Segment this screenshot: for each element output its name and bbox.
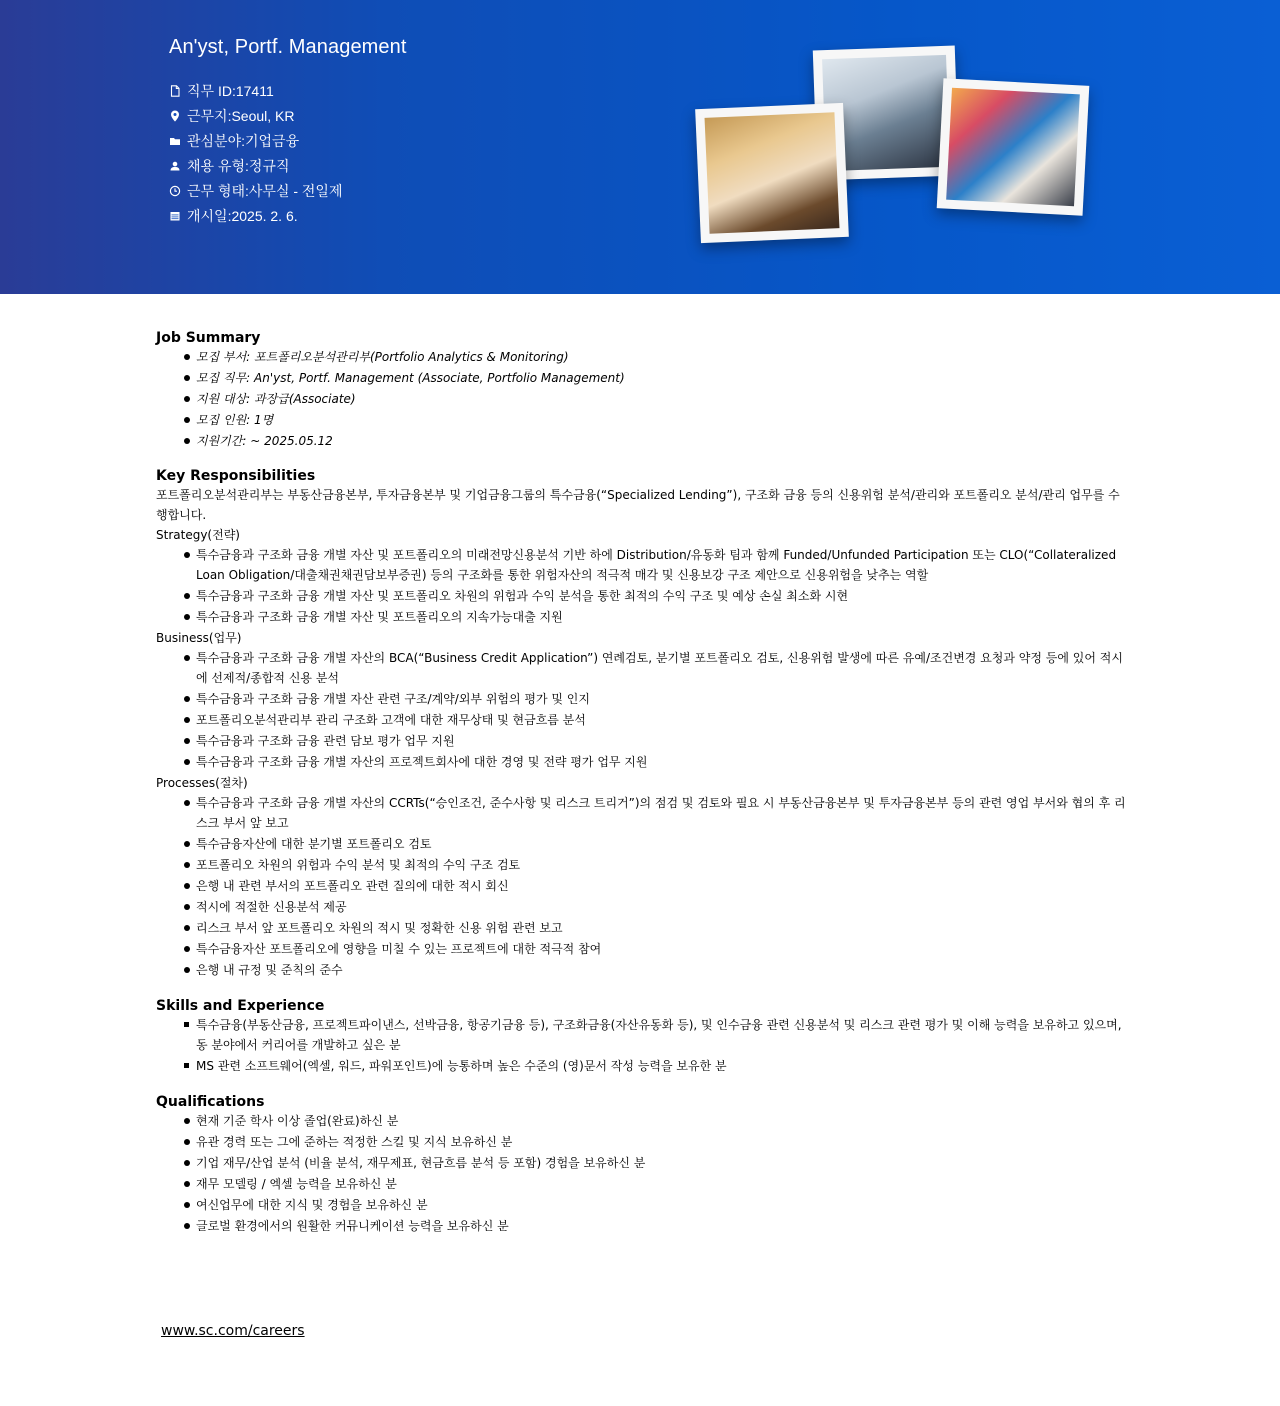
location-label: 근무지 : — [187, 106, 231, 126]
job-summary-section — [156, 330, 1126, 451]
section-heading: Job Summary — [156, 330, 261, 346]
field-row — [169, 128, 342, 153]
list-item: 리스크 부서 앞 포트폴리오 차원의 적시 및 정확한 신용 위험 관련 보고 — [156, 918, 1126, 938]
person-icon — [169, 160, 181, 172]
list-item: 특수금융과 구조화 금융 개별 자산 및 포트폴리오의 미래전망신용분석 기반 하에 Distribution/유동화 팀과 함께 Funded/Unfunded Participation 또는 CLO(“Collateralized Loan Obligation/대출채권채권담보부증권) 등의 구조화를 통한 위험자산의 적극적 매각 및 신용보강 구조 제안으로 신용위험을 낮추는 역할 — [156, 545, 1126, 585]
list-item: 은행 내 규정 및 준칙의 준수 — [156, 960, 1126, 980]
list-item: 모집 인원: 1명 — [156, 410, 1126, 430]
list-item: 적시에 적절한 신용분석 제공 — [156, 897, 1126, 917]
clock-icon — [169, 185, 181, 197]
work-type-row — [169, 178, 342, 203]
list-item: 현재 기준 학사 이상 졸업(완료)하신 분 — [156, 1111, 1126, 1131]
start-date-value: 2025. 2. 6. — [231, 207, 298, 224]
key-responsibilities-section — [156, 468, 1126, 980]
job-title: An'yst, Portf. Management — [169, 36, 407, 58]
folder-icon — [169, 135, 181, 147]
list-item: 포트폴리오 차원의 위험과 수익 분석 및 최적의 수익 구조 검토 — [156, 855, 1126, 875]
job-id-value: 17411 — [235, 82, 274, 99]
start-date-label: 개시일 : — [187, 206, 231, 226]
list-item: 특수금융자산에 대한 분기별 포트폴리오 검토 — [156, 834, 1126, 854]
woman-with-tablet-photo — [695, 103, 849, 243]
section-heading: Qualifications — [156, 1094, 265, 1110]
location-row — [169, 103, 342, 128]
document-icon — [169, 85, 181, 97]
calendar-icon — [169, 210, 181, 222]
qualifications-list — [156, 1111, 1126, 1236]
location-pin-icon — [169, 110, 181, 122]
list-item: 특수금융자산 포트폴리오에 영향을 미칠 수 있는 프로젝트에 대한 적극적 참여 — [156, 939, 1126, 959]
list-item: 지원기간: ~ 2025.05.12 — [156, 431, 1126, 451]
careers-link[interactable]: www.sc.com/careers — [161, 1323, 305, 1339]
section-heading: Skills and Experience — [156, 998, 325, 1014]
job-id-row — [169, 78, 342, 103]
start-date-row — [169, 203, 342, 228]
list-item: 특수금융과 구조화 금융 관련 담보 평가 업무 지원 — [156, 731, 1126, 751]
strategy-label: Strategy(전략) — [156, 528, 240, 542]
employment-type-row — [169, 153, 342, 178]
work-type-value: 사무실 - 전일제 — [248, 182, 343, 199]
strategy-list — [156, 545, 1126, 627]
list-item: 특수금융(부동산금융, 프로젝트파이낸스, 선박금융, 항공기금융 등), 구조화금융(자산유동화 등), 및 인수금융 관련 신용분석 및 리스크 관련 평가 및 이해 능력을 보유하고 있으며, 동 분야에서 커리어를 개발하고 싶은 분 — [156, 1015, 1126, 1055]
list-item: 특수금융과 구조화 금융 개별 자산의 BCA(“Business Credit Application”) 연례검토, 분기별 포트폴리오 검토, 신용위험 발생에 따른 유예/조건변경 요청과 약정 등에 있어 적시에 선제적/종합적 신용 분석 — [156, 648, 1126, 688]
location-value: Seoul, KR — [231, 107, 295, 124]
section-heading: Key Responsibilities — [156, 468, 316, 484]
list-item: 여신업무에 대한 지식 및 경험을 보유하신 분 — [156, 1195, 1126, 1215]
job-meta-list — [169, 78, 342, 228]
list-item: 모집 직무: An'yst, Portf. Management (Associate, Portfolio Management) — [156, 368, 1126, 388]
skills-section — [156, 998, 1126, 1076]
job-summary-list — [156, 347, 1126, 451]
list-item: 특수금융과 구조화 금융 개별 자산 관련 구조/계약/외부 위험의 평가 및 인지 — [156, 689, 1126, 709]
processes-label: Processes(절차) — [156, 776, 248, 790]
team-photo-collage — [690, 40, 1110, 260]
field-label: 관심분야 : — [187, 131, 245, 151]
list-item: 유관 경력 또는 그에 준하는 적정한 스킬 및 지식 보유하신 분 — [156, 1132, 1126, 1152]
employment-type-value: 정규직 — [248, 157, 290, 174]
list-item: 글로벌 환경에서의 원활한 커뮤니케이션 능력을 보유하신 분 — [156, 1216, 1126, 1236]
field-value: 기업금융 — [245, 132, 300, 149]
list-item: 모집 부서: 포트폴리오분석관리부(Portfolio Analytics & Monitoring) — [156, 347, 1126, 367]
employment-type-label: 채용 유형 : — [187, 156, 249, 176]
business-list — [156, 648, 1126, 772]
list-item: MS 관련 소프트웨어(엑셀, 워드, 파워포인트)에 능통하며 높은 수준의 (영)문서 작성 능력을 보유한 분 — [156, 1056, 1126, 1076]
list-item: 기업 재무/산업 분석 (비율 분석, 재무제표, 현금흐름 분석 등 포함) 경험을 보유하신 분 — [156, 1153, 1126, 1173]
list-item: 은행 내 관련 부서의 포트폴리오 관련 질의에 대한 적시 회신 — [156, 876, 1126, 896]
job-id-label: 직무 ID : — [187, 81, 236, 101]
list-item: 특수금융과 구조화 금융 개별 자산 및 포트폴리오 차원의 위험과 수익 분석을 통한 최적의 수익 구조 및 예상 손실 최소화 시현 — [156, 586, 1126, 606]
job-header-banner — [0, 0, 1280, 294]
list-item: 포트폴리오분석관리부 관리 구조화 고객에 대한 재무상태 및 현금흐름 분석 — [156, 710, 1126, 730]
office-team-photo — [937, 78, 1090, 215]
list-item: 특수금융과 구조화 금융 개별 자산의 프로젝트회사에 대한 경영 및 전략 평가 업무 지원 — [156, 752, 1126, 772]
list-item: 특수금융과 구조화 금융 개별 자산 및 포트폴리오의 지속가능대출 지원 — [156, 607, 1126, 627]
list-item: 재무 모델링 / 엑셀 능력을 보유하신 분 — [156, 1174, 1126, 1194]
business-label: Business(업무) — [156, 631, 242, 645]
list-item: 지원 대상: 과장급(Associate) — [156, 389, 1126, 409]
responsibilities-intro: 포트폴리오분석관리부는 부동산금융본부, 투자금융본부 및 기업금융그룹의 특수금융(“Specialized Lending”), 구조화 금융 등의 신용위험 분석/관리와 포트폴리오 분석/관리 업무를 수행합니다. — [156, 488, 1120, 522]
list-item: 특수금융과 구조화 금융 개별 자산의 CCRTs(“승인조건, 준수사항 및 리스크 트리거”)의 점검 및 검토와 필요 시 부동산금융본부 및 투자금융본부 등의 관련 영업 부서와 협의 후 리스크 부서 앞 보고 — [156, 793, 1126, 833]
skills-list — [156, 1015, 1126, 1076]
work-type-label: 근무 형태 : — [187, 181, 249, 201]
qualifications-section — [156, 1094, 1126, 1236]
job-description — [156, 330, 1126, 1254]
processes-list — [156, 793, 1126, 980]
